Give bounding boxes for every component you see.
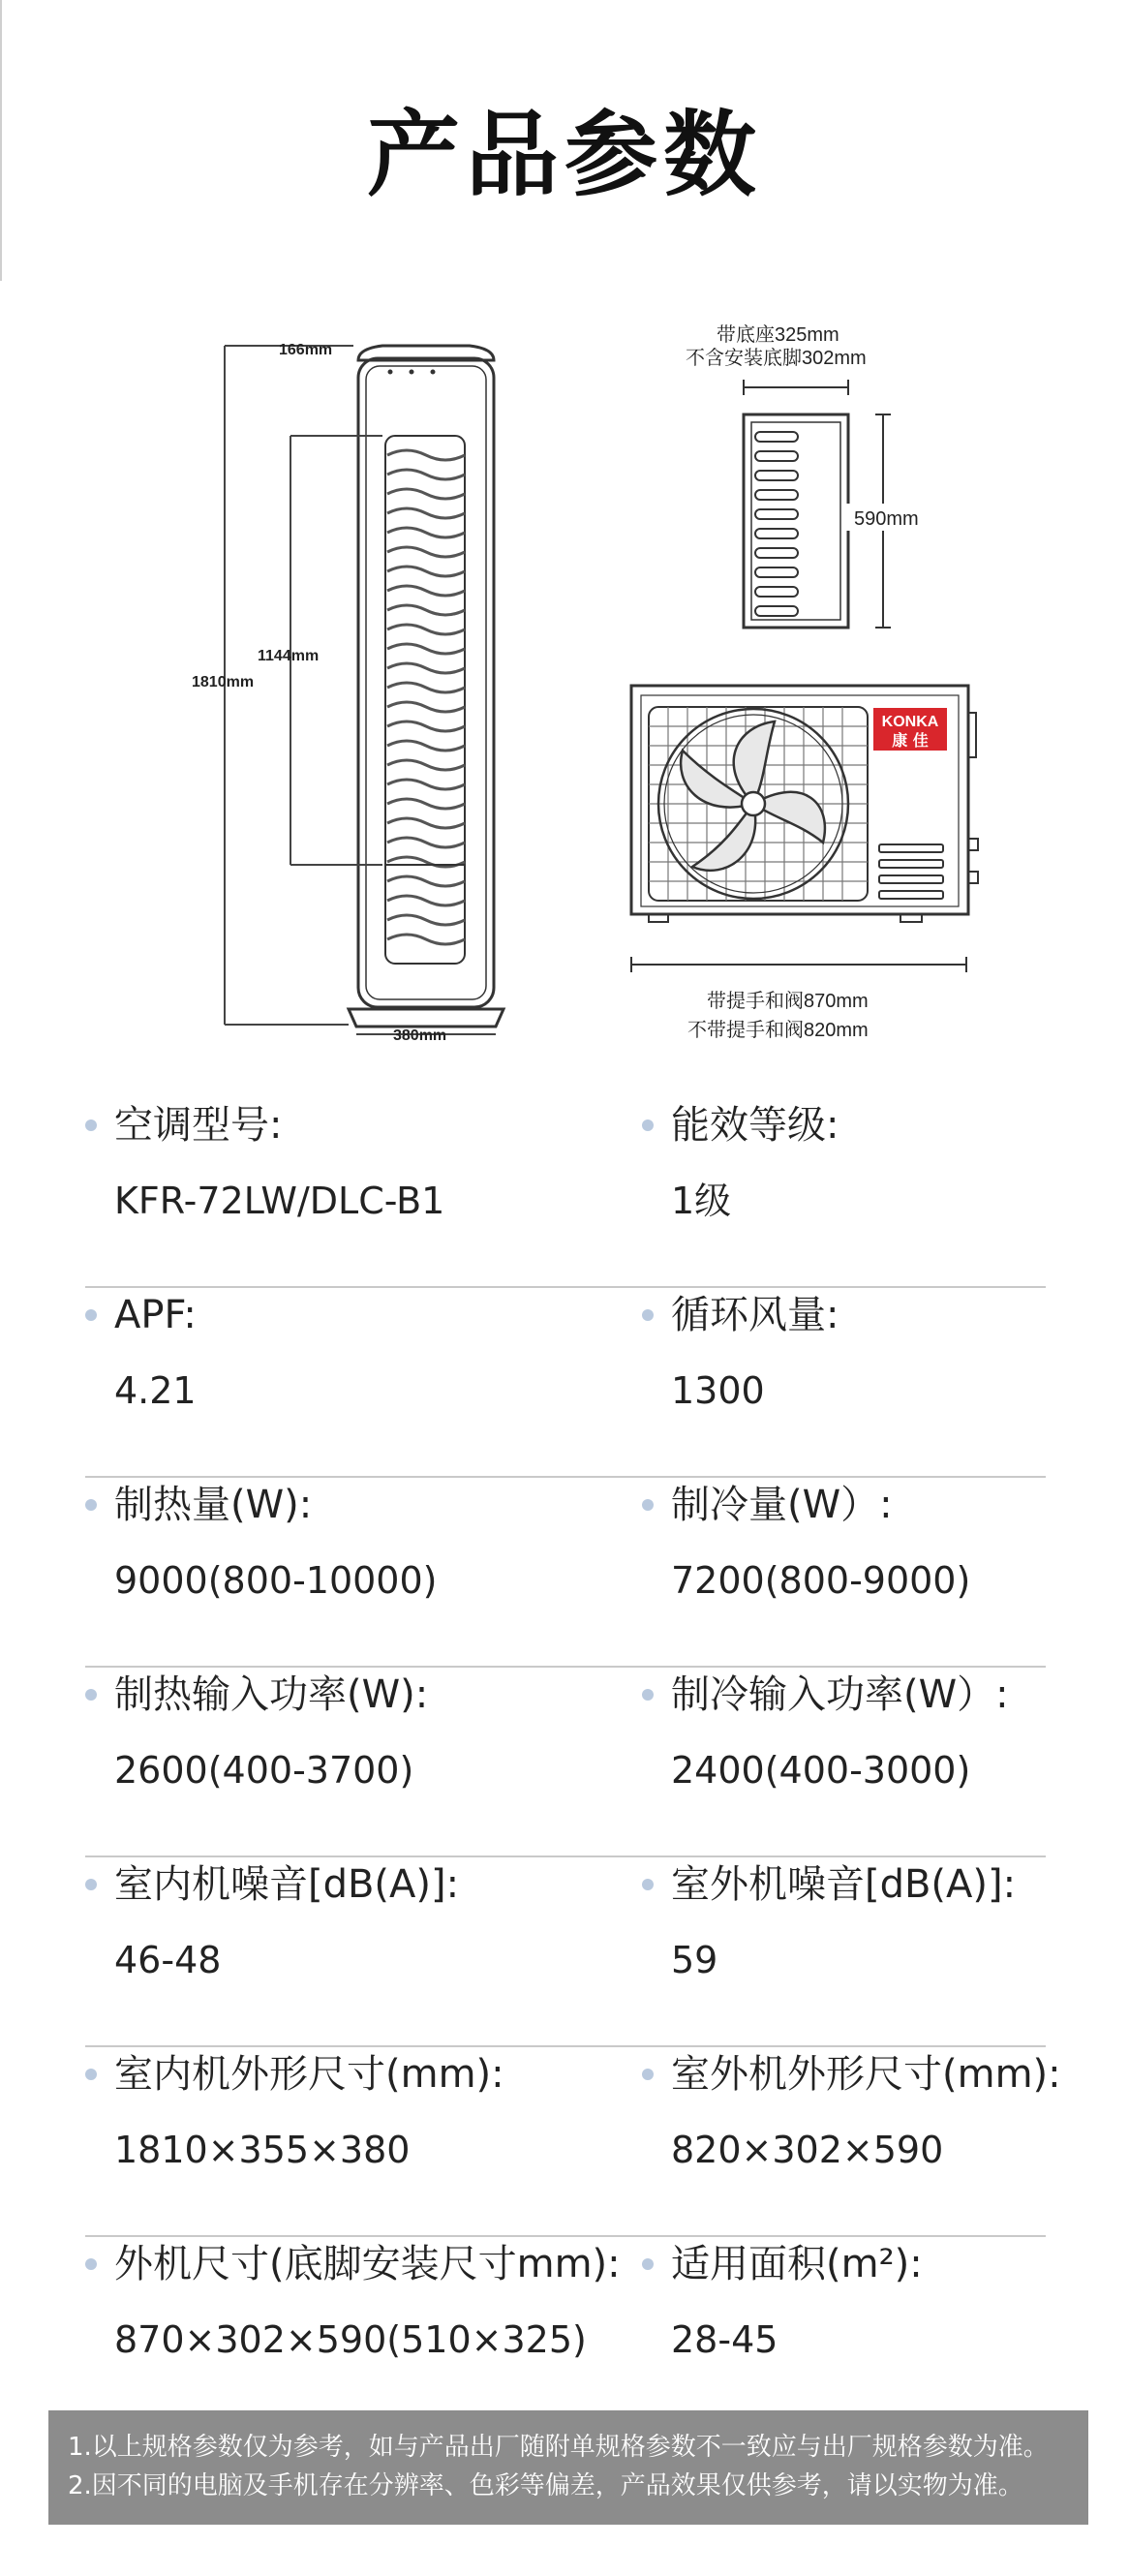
indoor-top-width-label: 166mm	[279, 342, 333, 358]
disclaimer-line-2: 2.因不同的电脑及手机存在分辨率、色彩等偏差，产品效果仅供参考，请以实物为准。	[68, 2471, 1023, 2500]
bullet-dot-icon	[642, 1119, 654, 1131]
spec-value: 7200(800-9000)	[671, 1559, 971, 1602]
spec-label: 适用面积(m²):	[671, 2242, 923, 2286]
spec-value: 870×302×590(510×325)	[114, 2318, 587, 2361]
spec-value: 4.21	[114, 1369, 197, 1412]
konka-logo-en: KONKA	[881, 714, 939, 730]
bullet-dot-icon	[85, 1499, 97, 1511]
spec-value: 28-45	[671, 2318, 778, 2361]
spec-value: 1300	[671, 1369, 765, 1412]
spec-value: 820×302×590	[671, 2129, 944, 2171]
spec-label: 制热量(W):	[114, 1483, 313, 1527]
spec-label: APF:	[114, 1293, 197, 1337]
bullet-dot-icon	[85, 1119, 97, 1131]
outdoor-width-without-handle-label: 不带提手和阀820mm	[687, 1020, 869, 1041]
konka-logo-cn: 康 佳	[892, 731, 929, 750]
spec-label: 外机尺寸(底脚安装尺寸mm):	[114, 2242, 621, 2286]
outdoor-height-label: 590mm	[854, 508, 919, 530]
spec-label: 室内机外形尺寸(mm):	[114, 2052, 504, 2097]
spec-label: 空调型号:	[114, 1103, 283, 1148]
spec-row	[85, 1098, 1046, 1288]
outdoor-width-with-handle-label: 带提手和阀870mm	[707, 991, 869, 1012]
spec-value: KFR-72LW/DLC-B1	[114, 1180, 445, 1222]
spec-value: 9000(800-10000)	[114, 1559, 438, 1602]
indoor-height-label: 1810mm	[192, 674, 255, 690]
outdoor-depth-without-feet-label: 不含安装底脚302mm	[686, 348, 867, 369]
spec-row	[85, 1288, 1046, 1478]
spec-label: 制热输入功率(W):	[114, 1672, 429, 1717]
indoor-base-width-label: 380mm	[393, 1027, 447, 1044]
outdoor-depth-with-base-label: 带底座325mm	[717, 324, 839, 346]
bullet-dot-icon	[85, 2258, 97, 2270]
disclaimer-line-1: 1.以上规格参数仅为参考，如与产品出厂随附单规格参数不一致应与出厂规格参数为准。	[68, 2433, 1049, 2462]
spec-row	[85, 1478, 1046, 1668]
spec-value: 1级	[671, 1180, 732, 1222]
product-dimension-diagram	[0, 0, 1129, 1065]
spec-value: 2600(400-3700)	[114, 1749, 414, 1792]
spec-value: 2400(400-3000)	[671, 1749, 971, 1792]
bullet-dot-icon	[642, 1499, 654, 1511]
indoor-unit-drawing	[349, 346, 503, 1027]
spec-label: 循环风量:	[671, 1293, 839, 1337]
page-title: 产品参数	[367, 101, 762, 209]
bullet-dot-icon	[85, 1309, 97, 1321]
konka-logo	[873, 708, 947, 751]
indoor-panel-height-label: 1144mm	[258, 648, 320, 664]
spec-label: 室内机噪音[dB(A)]:	[114, 1862, 460, 1907]
spec-value: 59	[671, 1939, 718, 1981]
spec-label: 能效等级:	[671, 1103, 839, 1148]
spec-value: 1810×355×380	[114, 2129, 411, 2171]
spec-row	[85, 2047, 1061, 2237]
bullet-dot-icon	[85, 2069, 97, 2080]
spec-label: 制冷输入功率(W）:	[671, 1672, 1009, 1717]
spec-row	[85, 1668, 1046, 1857]
spec-row	[85, 2237, 1046, 2427]
bullet-dot-icon	[642, 2069, 654, 2080]
spec-label: 制冷量(W）:	[671, 1483, 893, 1527]
bullet-dot-icon	[642, 1309, 654, 1321]
disclaimer-box	[48, 2410, 1088, 2525]
bullet-dot-icon	[85, 1879, 97, 1890]
spec-value: 46-48	[114, 1939, 222, 1981]
bullet-dot-icon	[642, 1879, 654, 1890]
spec-label: 室外机噪音[dB(A)]:	[671, 1862, 1017, 1907]
bullet-dot-icon	[642, 1689, 654, 1701]
bullet-dot-icon	[642, 2258, 654, 2270]
spec-row	[85, 1857, 1046, 2047]
outdoor-width-dimension	[631, 957, 966, 972]
spec-table	[85, 1098, 1061, 2427]
spec-label: 室外机外形尺寸(mm):	[671, 2052, 1061, 2097]
bullet-dot-icon	[85, 1689, 97, 1701]
